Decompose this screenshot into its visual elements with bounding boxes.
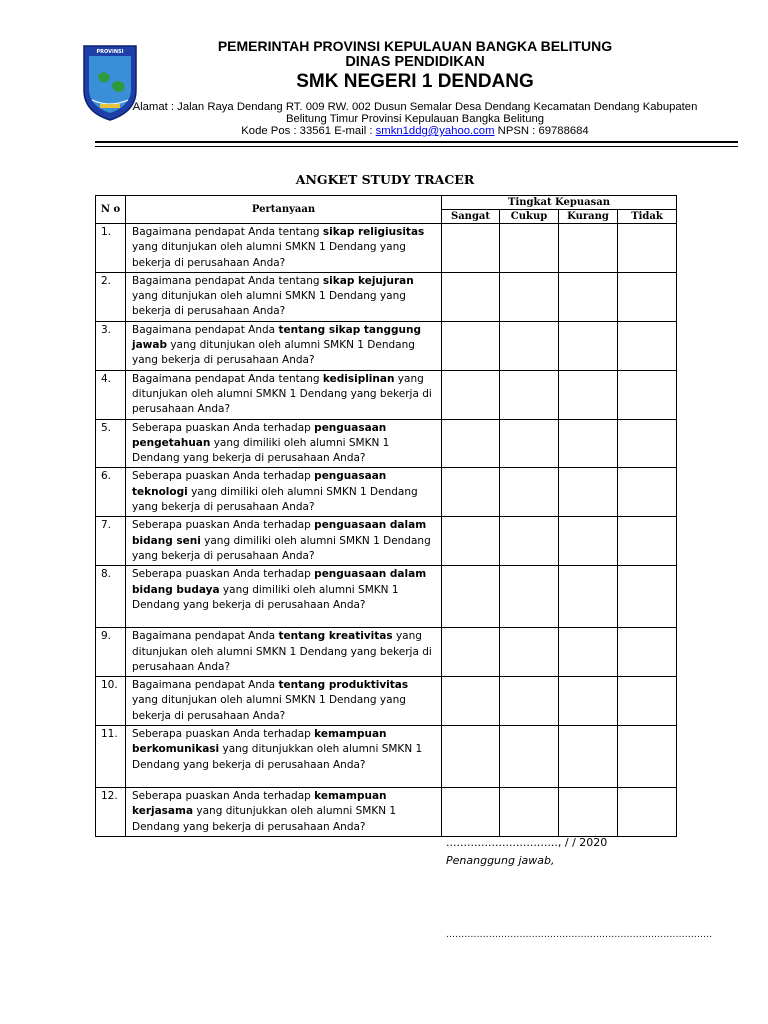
answer-cell-tidak[interactable]: [618, 566, 677, 628]
form-title: ANGKET STUDY TRACER: [295, 172, 475, 187]
answer-cell-tidak[interactable]: [618, 419, 677, 468]
question-text: [126, 224, 442, 273]
signature-role: Penanggung jawab,: [446, 854, 555, 867]
level-header: Tidak: [618, 210, 677, 224]
question-pre: Bagaimana pendapat Anda: [132, 679, 279, 692]
question-pre: Bagaimana pendapat Anda: [132, 630, 279, 643]
table-row: [96, 419, 677, 468]
address-line-1: Alamat : Jalan Raya Dendang RT. 009 RW. 002 Dusun Semalar Desa Dendang Kecamatan Dendang Kabupaten: [132, 101, 698, 113]
table-row: [96, 726, 677, 788]
answer-cell-cukup[interactable]: [500, 788, 559, 837]
answer-cell-tidak[interactable]: [618, 517, 677, 566]
answer-cell-cukup[interactable]: [500, 566, 559, 628]
answer-cell-kurang[interactable]: [559, 468, 618, 517]
question-post: yang dimiliki oleh alumni SMKN 1 Dendang yang bekerja di perusahaan Anda?: [132, 534, 431, 562]
question-topic: sikap kejujuran: [322, 274, 414, 287]
npsn-text: NPSN : 69788684: [494, 125, 589, 137]
row-number: 1.: [96, 224, 126, 273]
answer-cell-kurang[interactable]: [559, 788, 618, 837]
question-text: [126, 677, 442, 726]
signature-place-date: ................................, / / 2020: [446, 836, 608, 849]
column-header-no: [96, 196, 126, 224]
answer-cell-cukup[interactable]: [500, 726, 559, 788]
answer-cell-tidak[interactable]: [618, 370, 677, 419]
question-post: yang dimiliki oleh alumni SMKN 1 Dendang yang bekerja di perusahaan Anda?: [132, 583, 399, 611]
column-header-satisfaction: Tingkat Kepuasan: [442, 196, 677, 210]
answer-cell-kurang[interactable]: [559, 321, 618, 370]
question-pre: Seberapa puaskan Anda terhadap: [132, 728, 315, 741]
question-topic: kemampuan kerjasama: [132, 790, 387, 818]
school-name: SMK NEGERI 1 DENDANG: [296, 71, 534, 92]
answer-cell-cukup[interactable]: [500, 272, 559, 321]
header-divider-thick: [95, 141, 738, 143]
question-topic: penguasaan dalam bidang budaya: [132, 568, 427, 596]
answer-cell-tidak[interactable]: [618, 628, 677, 677]
question-topic: penguasaan teknologi: [132, 470, 387, 498]
question-text: [126, 517, 442, 566]
question-text: [126, 566, 442, 628]
question-text: [126, 468, 442, 517]
question-topic: tentang kreativitas: [278, 630, 393, 643]
question-pre: Bagaimana pendapat Anda tentang: [132, 274, 323, 287]
table-row: [96, 370, 677, 419]
row-number: 3.: [96, 321, 126, 370]
question-post: yang ditunjukkan oleh alumni SMKN 1 Dendang yang bekerja di perusahaan Anda?: [132, 743, 423, 771]
question-text: [126, 628, 442, 677]
answer-cell-tidak[interactable]: [618, 468, 677, 517]
answer-cell-cukup[interactable]: [500, 468, 559, 517]
department-name: DINAS PENDIDIKAN: [345, 54, 485, 70]
question-topic: penguasaan pengetahuan: [132, 421, 387, 449]
question-pre: Bagaimana pendapat Anda: [132, 323, 279, 336]
row-number: 8.: [96, 566, 126, 628]
answer-cell-sangat[interactable]: [442, 321, 500, 370]
question-post: yang ditunjukkan oleh alumni SMKN 1 Dendang yang bekerja di perusahaan Anda?: [132, 805, 397, 833]
answer-cell-sangat[interactable]: [442, 517, 500, 566]
answer-cell-tidak[interactable]: [618, 321, 677, 370]
answer-cell-tidak[interactable]: [618, 272, 677, 321]
question-text: [126, 321, 442, 370]
question-topic: kedisiplinan: [322, 372, 395, 385]
question-post: yang ditunjukan oleh alumni SMKN 1 Dendang yang bekerja di perusahaan Anda?: [132, 694, 406, 722]
answer-cell-sangat[interactable]: [442, 788, 500, 837]
question-post: yang ditunjukan oleh alumni SMKN 1 Dendang yang bekerja di perusahaan Anda?: [132, 339, 415, 367]
question-text: [126, 788, 442, 837]
question-text: [126, 272, 442, 321]
question-post: yang ditunjukan oleh alumni SMKN 1 Dendang yang bekerja di perusahaan Anda?: [132, 241, 406, 269]
answer-cell-sangat[interactable]: [442, 272, 500, 321]
answer-cell-cukup[interactable]: [500, 321, 559, 370]
row-number: 4.: [96, 370, 126, 419]
table-row: [96, 224, 677, 273]
questionnaire-table: [95, 195, 677, 837]
address-line-2: Belitung Timur Provinsi Kepulauan Bangka Belitung: [285, 113, 545, 125]
signature-name-line: .......................................................................................: [446, 930, 713, 940]
question-text: [126, 370, 442, 419]
answer-cell-cukup[interactable]: [500, 370, 559, 419]
row-number: 6.: [96, 468, 126, 517]
question-pre: Seberapa puaskan Anda terhadap: [132, 470, 315, 483]
answer-cell-kurang[interactable]: [559, 628, 618, 677]
table-row: [96, 321, 677, 370]
contact-line: [95, 125, 735, 137]
table-row: [96, 566, 677, 628]
answer-cell-tidak[interactable]: [618, 726, 677, 788]
answer-cell-kurang[interactable]: [559, 272, 618, 321]
question-pre: Seberapa puaskan Anda terhadap: [132, 790, 315, 803]
answer-cell-cukup[interactable]: [500, 224, 559, 273]
question-topic: tentang produktivitas: [278, 679, 409, 692]
answer-cell-kurang[interactable]: [559, 677, 618, 726]
answer-cell-sangat[interactable]: [442, 468, 500, 517]
answer-cell-cukup[interactable]: [500, 628, 559, 677]
svg-text:PROVINSI: PROVINSI: [96, 49, 124, 55]
row-number: 5.: [96, 419, 126, 468]
question-post: yang ditunjukan oleh alumni SMKN 1 Dendang yang bekerja di perusahaan Anda?: [132, 630, 432, 673]
table-row: [96, 677, 677, 726]
answer-cell-sangat[interactable]: [442, 566, 500, 628]
answer-cell-cukup[interactable]: [500, 517, 559, 566]
row-number: 2.: [96, 272, 126, 321]
question-topic: kemampuan berkomunikasi: [132, 728, 387, 756]
header-divider-thin: [95, 146, 738, 147]
answer-cell-kurang[interactable]: [559, 566, 618, 628]
answer-cell-cukup[interactable]: [500, 419, 559, 468]
question-pre: Bagaimana pendapat Anda tentang: [132, 226, 323, 238]
question-text: [126, 419, 442, 468]
question-post: yang ditunjukan oleh alumni SMKN 1 Dendang yang bekerja di perusahaan Anda?: [132, 372, 432, 416]
row-number: 11.: [96, 726, 126, 788]
question-post: yang dimiliki oleh alumni SMKN 1 Dendang yang bekerja di perusahaan Anda?: [132, 485, 418, 514]
answer-cell-sangat[interactable]: [442, 726, 500, 788]
government-name: PEMERINTAH PROVINSI KEPULAUAN BANGKA BELITUNG: [217, 38, 613, 54]
column-header-question: Pertanyaan: [126, 196, 442, 224]
answer-cell-sangat[interactable]: [442, 419, 500, 468]
question-pre: Seberapa puaskan Anda terhadap: [132, 519, 315, 532]
answer-cell-sangat[interactable]: [442, 628, 500, 677]
question-text: [126, 726, 442, 788]
question-topic: tentang sikap tanggung jawab: [132, 323, 421, 352]
row-number: 9.: [96, 628, 126, 677]
answer-cell-sangat[interactable]: [442, 224, 500, 273]
table-row: [96, 272, 677, 321]
answer-cell-sangat[interactable]: [442, 677, 500, 726]
level-header: Sangat: [442, 210, 500, 224]
email-link[interactable]: smkn1ddg@yahoo.com: [375, 125, 495, 137]
column-header-no-text: N o: [100, 204, 121, 215]
answer-cell-cukup[interactable]: [500, 677, 559, 726]
table-row: [96, 628, 677, 677]
postal-code-text: Kode Pos : 33561 E-mail :: [241, 125, 376, 137]
row-number: 10.: [96, 677, 126, 726]
level-header: Cukup: [500, 210, 559, 224]
question-post: yang ditunjukan oleh alumni SMKN 1 Dendang yang bekerja di perusahaan Anda?: [132, 290, 406, 318]
answer-cell-kurang[interactable]: [559, 517, 618, 566]
question-post: yang dimiliki oleh alumni SMKN 1 Dendang yang bekerja di perusahaan Anda?: [132, 436, 390, 465]
question-topic: sikap religiusitas: [322, 226, 425, 238]
answer-cell-kurang[interactable]: [559, 370, 618, 419]
question-pre: Seberapa puaskan Anda terhadap: [132, 421, 315, 434]
question-pre: Seberapa puaskan Anda terhadap: [132, 568, 315, 581]
table-row: [96, 517, 677, 566]
row-number: 12.: [96, 788, 126, 837]
answer-cell-kurang[interactable]: [559, 224, 618, 273]
answer-cell-tidak[interactable]: [618, 224, 677, 273]
answer-cell-sangat[interactable]: [442, 370, 500, 419]
question-topic: penguasaan dalam bidang seni: [132, 519, 427, 547]
answer-cell-kurang[interactable]: [559, 726, 618, 788]
answer-cell-kurang[interactable]: [559, 419, 618, 468]
row-number: 7.: [96, 517, 126, 566]
answer-cell-tidak[interactable]: [618, 788, 677, 837]
table-row: [96, 788, 677, 837]
question-pre: Bagaimana pendapat Anda tentang: [132, 372, 323, 385]
level-header: Kurang: [559, 210, 618, 224]
answer-cell-tidak[interactable]: [618, 677, 677, 726]
table-row: [96, 468, 677, 517]
